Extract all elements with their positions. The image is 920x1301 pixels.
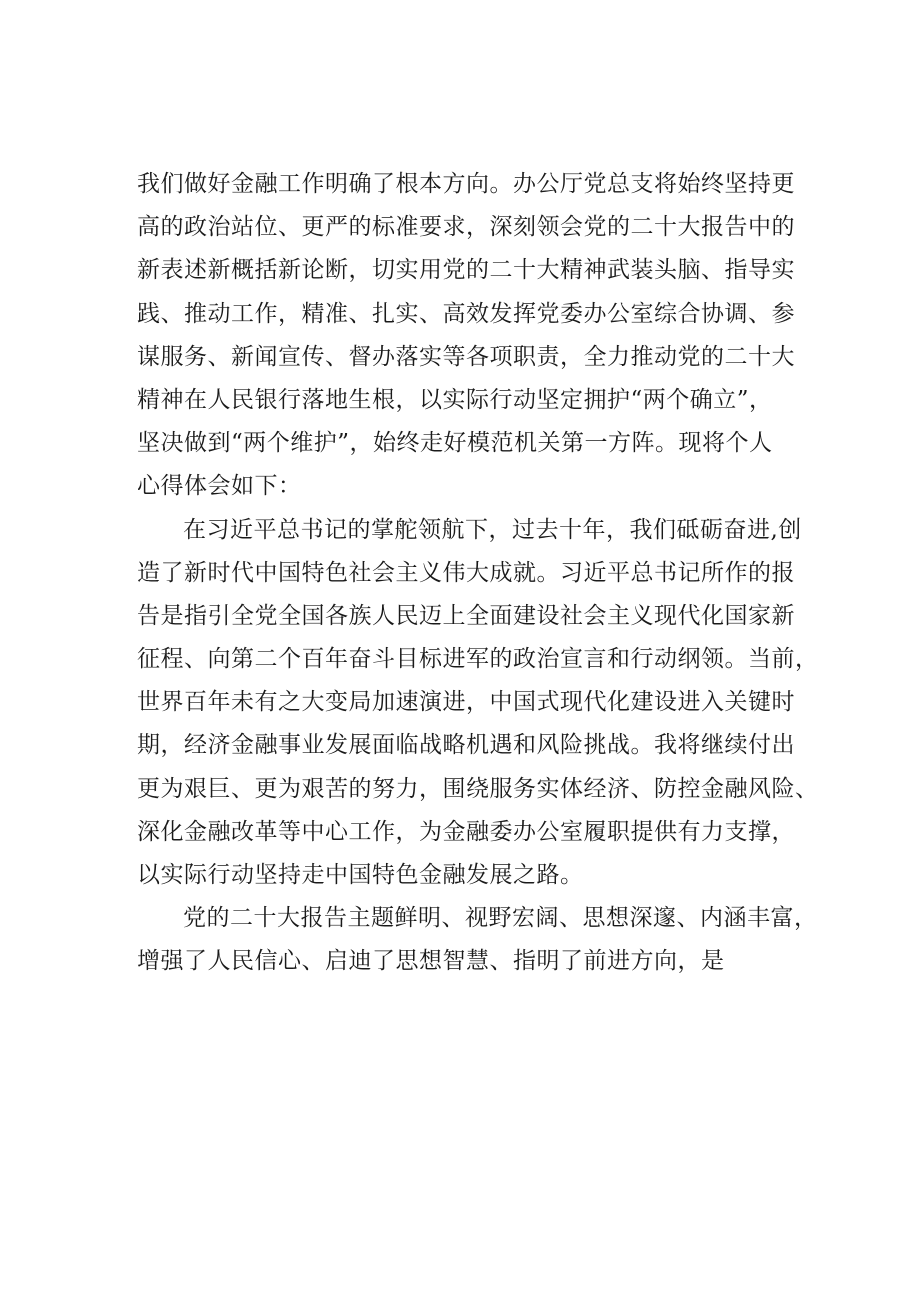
paragraph-1-line-4: 践、推动工作，精准、扎实、高效发挥党委办公室综合协调、参 [137,300,795,327]
paragraph-2-line-7: 更为艰巨、更为艰苦的努力，围绕服务实体经济、防控金融风险、 [137,775,819,802]
document-body [137,163,817,984]
paragraph-1-line-1: 我们做好金融工作明确了根本方向。办公厅党总支将始终坚持更 [137,171,795,197]
paragraph-2-line-4: 征程、向第二个百年奋斗目标进军的政治宣言和行动纲领。当前， [137,646,819,673]
paragraph-3-line-2: 增强了人民信心、启迪了思想智慧、指明了前进方向，是 [137,948,725,975]
paragraph-2-line-6: 期，经济金融事业发展面临战略机遇和风险挑战。我将继续付出 [137,732,795,759]
paragraph-1-line-8: 心得体会如下： [137,473,302,500]
paragraph-1-line-3: 新表述新概括新论断，切实用党的二十大精神武装头脑、指导实 [137,257,795,284]
paragraph-2-line-2: 造了新时代中国特色社会主义伟大成就。习近平总书记所作的报 [137,559,795,586]
paragraph-2-line-5: 世界百年未有之大变局加速演进，中国式现代化建设进入关键时 [137,689,795,716]
paragraph-1-line-6: 精神在人民银行落地生根，以实际行动坚定拥护“两个确立”， [137,386,773,413]
paragraph-1-line-7: 坚决做到“两个维护”，始终走好模范机关第一方阵。现将个人 [137,430,773,457]
paragraph-2-line-1: 在习近平总书记的掌舵领航下，过去十年，我们砥砺奋进,创 [183,516,802,543]
paragraph-1-line-2: 高的政治站位、更严的标准要求，深刻领会党的二十大报告中的 [137,214,795,241]
paragraph-2-line-3: 告是指引全党全国各族人民迈上全面建设社会主义现代化国家新 [137,602,795,629]
paragraph-2-line-8: 深化金融改革等中心工作，为金融委办公室履职提供有力支撑， [137,818,795,845]
paragraph-3-line-1: 党的二十大报告主题鲜明、视野宏阔、思想深邃、内涵丰富， [183,905,818,932]
paragraph-2-line-9: 以实际行动坚持走中国特色金融发展之路。 [137,862,584,888]
paragraph-1-line-5: 谋服务、新闻宣传、督办落实等各项职责，全力推动党的二十大 [137,343,795,370]
